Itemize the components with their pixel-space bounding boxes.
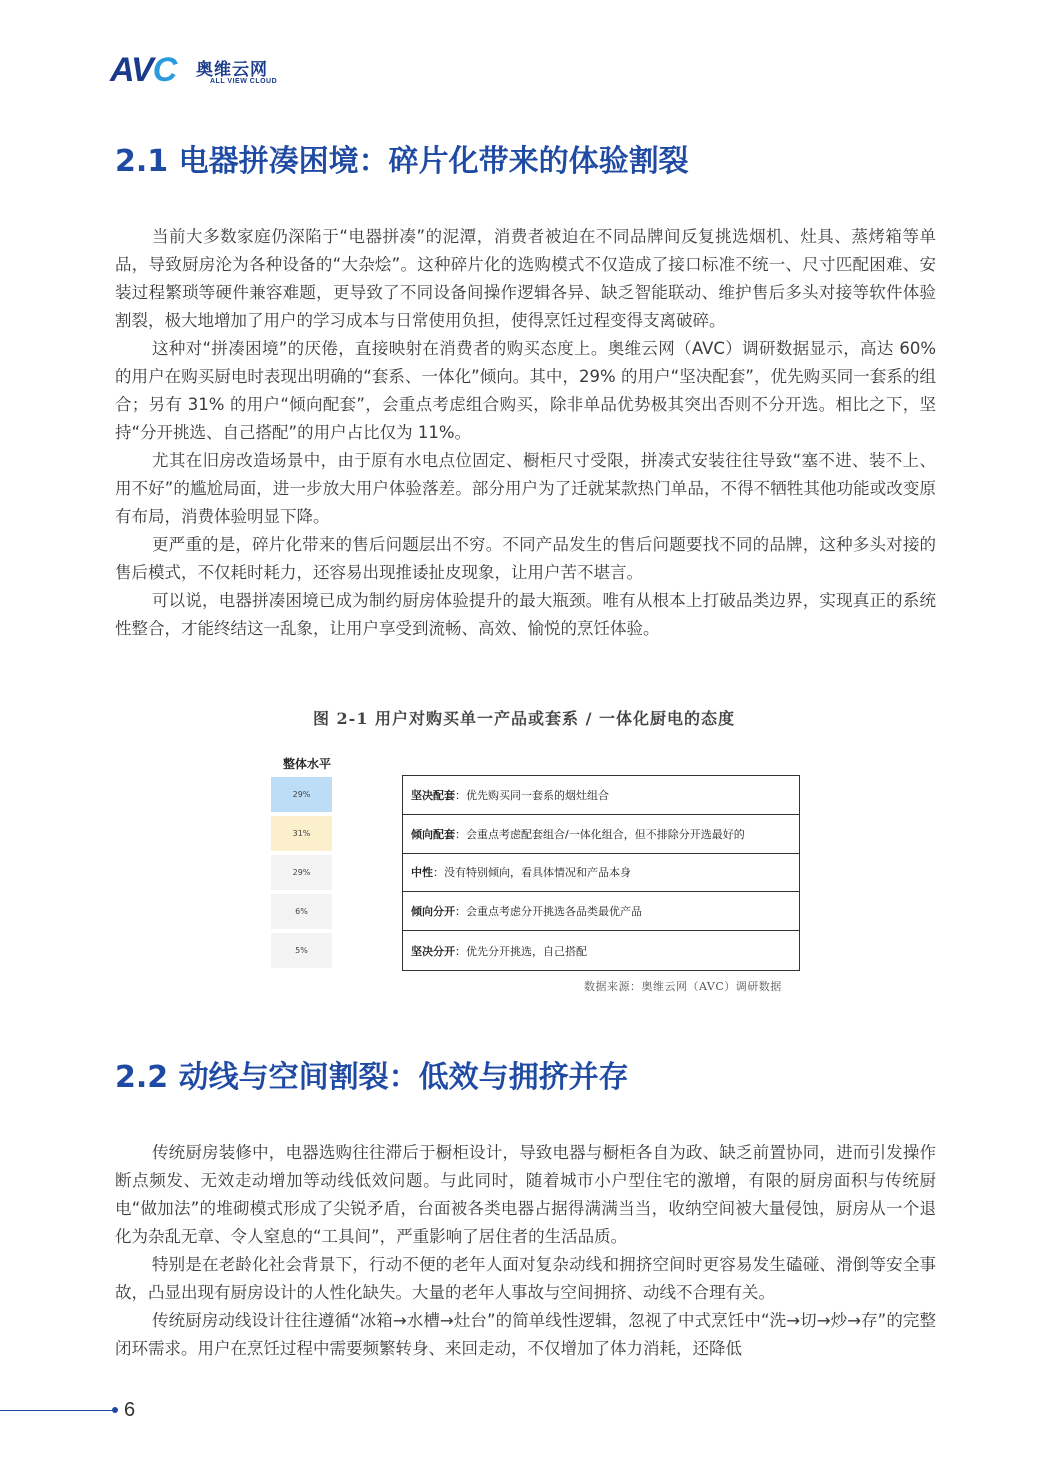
- percentage-cell-strongly-separate: 5%: [271, 933, 332, 968]
- attitude-table: [402, 775, 800, 971]
- table-row: 倾向配套 ：会重点考虑配套组合/一体化组合，但不排除分开选最好的: [403, 815, 799, 854]
- page-number: 6: [124, 1399, 136, 1421]
- footer-dot: [112, 1407, 118, 1413]
- footer-rule: [0, 1410, 113, 1411]
- section-2-1-body: [115, 223, 936, 643]
- paragraph: 尤其在旧房改造场景中，由于原有水电点位固定、橱柜尺寸受限，拼凑式安装往往导致“塞不进、装不上、用不好”的尴尬局面，进一步放大用户体验落差。部分用户为了迁就某款热门单品，不得不牺牲其他功能或改变原有布局，消费体验明显下降。: [115, 451, 936, 526]
- percentage-cell-lean-separate: 6%: [271, 894, 332, 929]
- section-2-2-body: [115, 1139, 936, 1363]
- logo-chinese-name: 奥维云网: [196, 60, 268, 80]
- section-title-2-2: 2.2 动线与空间割裂：低效与拥挤并存: [115, 1060, 629, 1095]
- paragraph: 更严重的是，碎片化带来的售后问题层出不穷。不同产品发生的售后问题要找不同的品牌，这种多头对接的售后模式，不仅耗时耗力，还容易出现推诿扯皮现象，让用户苦不堪言。: [115, 535, 936, 582]
- logo-mark: AVC: [110, 51, 177, 89]
- figure-column-label: 整体水平: [283, 757, 332, 771]
- paragraph: 当前大多数家庭仍深陷于“电器拼凑”的泥潭，消费者被迫在不同品牌间反复挑选烟机、灶具、蒸烤箱等单品，导致厨房沦为各种设备的“大杂烩”。这种碎片化的选购模式不仅造成了接口标准不统一、尺寸匹配困难、安装过程繁琐等硬件兼容难题，更导致了不同设备间操作逻辑各异、缺乏智能联动、维护售后多头对接等软件体验割裂，极大地增加了用户的学习成本与日常使用负担，使得烹饪过程变得支离破碎。: [115, 227, 936, 330]
- percentage-cell-neutral: 29%: [271, 855, 332, 890]
- table-row: 倾向分开 ：会重点考虑分开挑选各品类最优产品: [403, 892, 799, 931]
- paragraph: 特别是在老龄化社会背景下，行动不便的老年人面对复杂动线和拥挤空间时更容易发生磕碰、滑倒等安全事故，凸显出现有厨房设计的人性化缺失。大量的老年人事故与空间拥挤、动线不合理有关。: [115, 1255, 936, 1302]
- logo-english-name: ALL VIEW CLOUD: [210, 78, 278, 85]
- paragraph: 可以说，电器拼凑困境已成为制约厨房体验提升的最大瓶颈。唯有从根本上打破品类边界，实现真正的系统性整合，才能终结这一乱象，让用户享受到流畅、高效、愉悦的烹饪体验。: [115, 591, 936, 638]
- figure-title: 图 2-1 用户对购买单一产品或套系 / 一体化厨电的态度: [312, 709, 736, 728]
- percentage-cell-strongly-bundle: 29%: [271, 777, 332, 812]
- table-row: 坚决配套 ：优先购买同一套系的烟灶组合: [403, 776, 799, 815]
- paragraph: 传统厨房装修中，电器选购往往滞后于橱柜设计，导致电器与橱柜各自为政、缺乏前置协同，进而引发操作断点频发、无效走动增加等动线低效问题。与此同时，随着城市小户型住宅的激增，有限的厨房面积与传统厨电“做加法”的堆砌模式形成了尖锐矛盾，台面被各类电器占据得满满当当，收纳空间被大量侵蚀，厨房从一个退化为杂乱无章、令人窒息的“工具间”，严重影响了居住者的生活品质。: [115, 1143, 936, 1246]
- section-title-2-1: 2.1 电器拼凑困境：碎片化带来的体验割裂: [115, 144, 689, 179]
- percentage-cell-lean-bundle: 31%: [271, 816, 332, 851]
- table-row: 坚决分开 ：优先分开挑选，自己搭配: [411, 944, 587, 958]
- figure-source-note: 数据来源：奥维云网（AVC）调研数据: [584, 980, 782, 993]
- paragraph: 传统厨房动线设计往往遵循“冰箱→水槽→灶台”的简单线性逻辑，忽视了中式烹饪中“洗→切→炒→存”的完整闭环需求。用户在烹饪过程中需要频繁转身、来回走动，不仅增加了体力消耗，还降低: [115, 1311, 936, 1358]
- table-row: 中性 ：没有特别倾向，看具体情况和产品本身: [403, 854, 799, 893]
- paragraph: 这种对“拼凑困境”的厌倦，直接映射在消费者的购买态度上。奥维云网（AVC）调研数据显示，高达 60% 的用户在购买厨电时表现出明确的“套系、一体化”倾向。其中，29% 的用户“坚决配套”，优先购买同一套系的组合；另有 31% 的用户“倾向配套”，会重点考虑组合购买，除非单品优势极其突出否则不分开选。相比之下，坚持“分开挑选、自己搭配”的用户占比仅为 11%。: [115, 339, 936, 442]
